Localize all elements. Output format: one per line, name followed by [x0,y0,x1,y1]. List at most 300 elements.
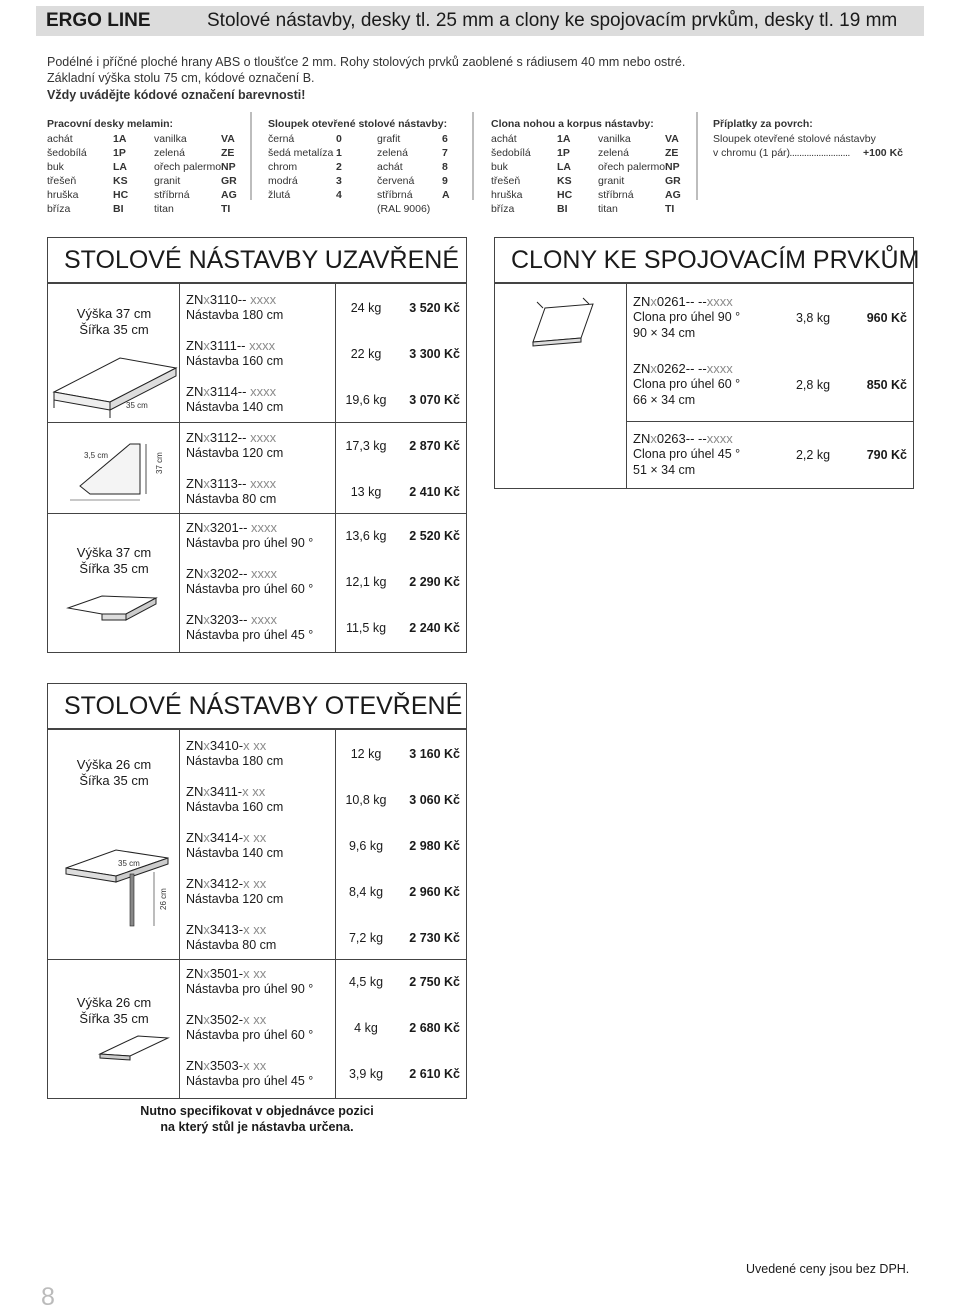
product-price: 2 240 Kč [409,621,460,635]
product-code [186,338,275,353]
code-suffix: xxxx [706,361,733,376]
color-name: šedobílá [47,147,87,159]
color-code: GR [221,175,237,187]
color-code: NP [665,161,680,173]
depth-label: 35 cm [118,859,140,868]
color-code: 0 [336,133,342,145]
color-code: 1P [113,147,126,159]
code-variant: x [650,294,657,309]
code-variant: x [203,784,210,799]
color-name: achát [491,133,517,145]
code-number: 3411- [209,784,243,799]
code-prefix: ZN [186,520,204,535]
product-code [633,294,733,309]
code-variant: x [203,830,210,845]
color-code: NP [221,161,236,173]
color-row [268,147,458,161]
color-row [491,203,686,217]
color-code: ZE [665,147,679,159]
color-code: 1 [336,147,342,159]
product-weight: 11,5 kg [345,621,387,635]
color-name: titan [598,203,618,215]
product-weight: 12,1 kg [345,575,387,589]
product-name: Clona pro úhel 60 ° [633,377,741,391]
color-code: 1A [557,133,571,145]
product-price: 3 070 Kč [409,393,460,407]
product-weight: 3,9 kg [348,1067,384,1081]
code-number: 3502- [209,1012,244,1027]
product-weight: 3,8 kg [795,311,831,325]
color-name: stříbrná [598,189,634,201]
product-price: 790 Kč [866,448,907,462]
code-variant: x [203,1012,210,1027]
code-prefix: ZN [633,294,651,309]
color-name: hruška [491,189,523,201]
color-name: vanilka [154,133,187,145]
color-row [491,161,686,175]
color-code: A [442,189,450,201]
product-price: 2 960 Kč [409,885,460,899]
code-number: 3414- [209,830,244,845]
color-name: titan [154,203,174,215]
color-code: LA [113,161,127,173]
code-suffix: xxxx [250,430,277,445]
code-prefix: ZN [186,830,204,845]
code-variant: x [650,431,657,446]
product-weight: 13 kg [350,485,382,499]
color-name: třešeň [491,175,521,187]
color-code: 1A [113,133,127,145]
surcharge-label: v chromu (1 pár) [713,147,791,159]
product-weight: 24 kg [350,301,382,315]
screens-table [494,283,914,489]
color-code: 4 [336,189,342,201]
color-code: TI [221,203,231,215]
product-price: 2 410 Kč [409,485,460,499]
product-size: 90 × 34 cm [633,326,696,340]
product-code [186,1012,266,1027]
code-prefix: ZN [186,876,204,891]
divider [250,112,252,200]
color-name: stříbrná [154,189,190,201]
code-prefix: ZN [186,784,204,799]
color-table-column [268,118,458,217]
product-name: Nástavba 120 cm [186,446,284,460]
product-code [186,738,266,753]
product-code [633,431,733,446]
code-variant: x [203,476,210,491]
page-number: 8 [41,1283,55,1311]
code-prefix: ZN [186,566,204,581]
code-variant: x [203,1058,210,1073]
product-name: Nástavba pro úhel 45 ° [186,1074,314,1088]
product-price: 2 730 Kč [409,931,460,945]
code-suffix: xxxx [251,566,278,581]
code-prefix: ZN [186,1012,204,1027]
screens-banner [494,237,920,283]
intro-line-1: Podélné i příčné ploché hrany ABS o tloušťce 2 mm. Rohy stolových prvků zaoblené s rádiusem 40 mm nebo ostré. [47,55,686,69]
color-name: šedá metalíza [268,147,334,159]
code-variant: x [650,361,657,376]
product-code [186,1058,266,1073]
color-code: VA [665,133,679,145]
screen-diagram [509,294,613,356]
closed-dims-2 [54,545,174,577]
product-price: 2 980 Kč [409,839,460,853]
color-row [47,189,242,203]
color-name: granit [598,175,625,187]
vat-note: Uvedené ceny jsou bez DPH. [746,1262,910,1276]
product-code [186,384,276,399]
code-prefix: ZN [186,338,204,353]
color-code: AG [221,189,237,201]
divider [472,112,474,200]
color-row [491,175,686,189]
color-code: LA [557,161,571,173]
color-name: zelená [154,147,185,159]
surcharge-dots: .......................... [787,147,850,159]
code-prefix: ZN [186,292,204,307]
product-price: 2 520 Kč [409,529,460,543]
code-number: 0262-- -- [656,361,707,376]
product-name: Nástavba pro úhel 60 ° [186,582,314,596]
color-name: ořech palermo [154,161,222,173]
color-table-title: Pracovní desky melamin: [47,118,174,130]
width-label: Šířka 35 cm [79,322,149,337]
product-code [186,876,266,891]
code-number: 3413- [209,922,244,937]
open-straight-diagram [56,826,178,938]
color-name: zelená [377,147,408,159]
product-code [186,430,276,445]
product-name: Nástavba 80 cm [186,938,277,952]
code-number: 3114-- [209,384,251,399]
height-dim-label: 37 cm [155,452,164,474]
surcharge-title: Příplatky za povrch: [713,118,813,130]
product-weight: 13,6 kg [345,529,387,543]
code-suffix: xxxx [706,294,733,309]
color-code: 1P [557,147,570,159]
color-row [491,147,686,161]
page-title: Stolové nástavby, desky tl. 25 mm a clony ke spojovacím prvkům, desky tl. 19 mm [207,10,898,31]
code-variant: x [203,612,210,627]
color-name: vanilka [598,133,631,145]
product-weight: 2,8 kg [795,378,831,392]
product-price: 960 Kč [866,311,907,325]
product-price: 2 870 Kč [409,439,460,453]
code-suffix: xxxx [250,476,277,491]
code-suffix: x xx [243,922,267,937]
color-code: AG [665,189,681,201]
color-row [268,189,458,203]
code-suffix: x xx [243,1058,267,1073]
code-variant: x [203,966,210,981]
product-price: 2 750 Kč [409,975,460,989]
code-number: 3112-- [209,430,251,445]
color-table-desks [47,118,242,217]
color-code: 3 [336,175,342,187]
code-variant: x [203,430,210,445]
code-number: 3201-- [209,520,252,535]
color-name: hruška [47,189,79,201]
color-table-screen [491,118,686,217]
color-code: 8 [442,161,448,173]
closed-dims-1 [54,306,174,338]
product-code [186,292,276,307]
color-name: černá [268,133,295,145]
product-name: Clona pro úhel 90 ° [633,310,741,324]
product-name: Nástavba 160 cm [186,354,284,368]
color-code: 9 [442,175,448,187]
open-dims-1 [54,757,174,789]
product-name: Nástavba 80 cm [186,492,277,506]
brand-name: ERGO LINE [46,10,151,31]
order-note-line-1: Nutno specifikovat v objednávce pozici [140,1104,374,1118]
code-prefix: ZN [186,430,204,445]
color-name: modrá [268,175,298,187]
code-suffix: x xx [243,738,267,753]
color-table-title: Sloupek otevřené stolové nástavby: [268,118,448,130]
closed-section-diagram [50,424,178,510]
intro-line-3: Vždy uvádějte kódové označení barevnosti! [47,88,306,102]
product-weight: 2,2 kg [795,448,831,462]
color-code: BI [113,203,124,215]
color-code: ZE [221,147,235,159]
product-code [186,566,277,581]
product-price: 3 060 Kč [409,793,460,807]
color-code: KS [113,175,128,187]
color-code: HC [557,189,573,201]
product-name: Nástavba 140 cm [186,846,284,860]
code-prefix: ZN [186,476,204,491]
code-number: 3113-- [209,476,251,491]
open-banner [47,683,467,729]
closed-table [47,283,467,653]
code-suffix: x xx [243,1012,267,1027]
color-code: GR [665,175,681,187]
code-number: 3412- [209,876,244,891]
color-code: 2 [336,161,342,173]
color-name: granit [154,175,181,187]
product-weight: 9,6 kg [348,839,384,853]
product-weight: 17,3 kg [345,439,387,453]
product-name: Nástavba 180 cm [186,308,284,322]
code-prefix: ZN [633,431,651,446]
product-name: Nástavba pro úhel 60 ° [186,1028,314,1042]
product-code [186,520,277,535]
color-row [47,147,242,161]
open-banner-title: STOLOVÉ NÁSTAVBY OTEVŘENÉ [64,692,463,720]
product-name: Nástavba 140 cm [186,400,284,414]
height-label: Výška 26 cm [76,995,152,1010]
color-code: 6 [442,133,448,145]
order-note [87,1103,427,1135]
product-code [633,361,733,376]
product-price: 3 160 Kč [409,747,460,761]
closed-straight-diagram [50,340,178,420]
product-price: 2 290 Kč [409,575,460,589]
page-header [36,6,924,36]
code-suffix: x xx [243,876,267,891]
code-variant: x [203,566,210,581]
product-code [186,966,266,981]
product-size: 51 × 34 cm [633,463,696,477]
color-name: buk [491,161,508,173]
product-size: 66 × 34 cm [633,393,696,407]
color-row [491,133,686,147]
code-suffix: x xx [242,784,266,799]
color-table-title: Clona nohou a korpus nástavby: [491,118,654,130]
color-code: HC [113,189,129,201]
product-name: Nástavba 160 cm [186,800,284,814]
product-weight: 8,4 kg [348,885,384,899]
color-row [268,133,458,147]
product-weight: 7,2 kg [348,931,384,945]
height-label: Výška 26 cm [76,757,152,772]
product-name: Nástavba pro úhel 45 ° [186,628,314,642]
closed-corner-diagram [62,584,172,634]
width-label: Šířka 35 cm [79,561,149,576]
code-prefix: ZN [186,612,204,627]
code-number: 3410- [209,738,244,753]
product-code [186,830,266,845]
color-name: grafit [377,133,401,145]
product-code [186,476,276,491]
code-prefix: ZN [633,361,651,376]
color-name: červená [377,175,415,187]
surcharge-line-2 [713,147,903,161]
closed-banner [47,237,467,283]
open-corner-diagram [88,1028,178,1064]
code-prefix: ZN [186,966,204,981]
color-code: VA [221,133,235,145]
color-name: zelená [598,147,629,159]
color-name: chrom [268,161,298,173]
product-weight: 22 kg [350,347,382,361]
color-name: bříza [47,203,71,215]
color-name: stříbrná [377,189,413,201]
color-name: šedobílá [491,147,531,159]
product-price: 850 Kč [866,378,907,392]
product-weight: 19,6 kg [345,393,387,407]
code-suffix: xxxx [251,612,278,627]
width-label: Šířka 35 cm [79,1011,149,1026]
color-code: KS [557,175,572,187]
color-code: BI [557,203,568,215]
product-price: 3 520 Kč [409,301,460,315]
color-row [268,203,458,217]
color-name: achát [47,133,73,145]
divider [696,112,698,200]
color-row [47,133,242,147]
color-name: (RAL 9006) [377,203,431,215]
height-label: Výška 37 cm [76,306,152,321]
product-weight: 4,5 kg [348,975,384,989]
code-suffix: xxxx [249,338,276,353]
color-row [47,203,242,217]
width-label: Šířka 35 cm [79,773,149,788]
product-name: Nástavba 120 cm [186,892,284,906]
color-row [268,161,458,175]
code-number: 3503- [209,1058,244,1073]
code-prefix: ZN [186,1058,204,1073]
code-prefix: ZN [186,922,204,937]
color-row [268,175,458,189]
product-price: 2 610 Kč [409,1067,460,1081]
intro-line-2: Základní výška stolu 75 cm, kódové označení B. [47,71,315,85]
height-label: Výška 37 cm [76,545,152,560]
code-prefix: ZN [186,384,204,399]
product-name: Nástavba pro úhel 90 ° [186,982,314,996]
code-number: 0261-- -- [656,294,707,309]
surcharge-box [713,118,903,161]
code-prefix: ZN [186,738,204,753]
order-note-line-2: na který stůl je nástavba určena. [160,1120,354,1134]
code-suffix: xxxx [251,520,278,535]
surcharge-price: +100 Kč [863,147,903,159]
depth-label: 35 cm [126,401,148,410]
code-number: 3203-- [209,612,252,627]
code-suffix: x xx [243,966,267,981]
color-name: ořech palermo [598,161,666,173]
color-code: 7 [442,147,448,159]
product-price: 3 300 Kč [409,347,460,361]
code-variant: x [203,384,210,399]
color-code: TI [665,203,675,215]
color-row [47,161,242,175]
surcharge-line-1: Sloupek otevřené stolové nástavby [713,133,876,145]
code-number: 0263-- -- [656,431,707,446]
product-weight: 4 kg [354,1021,378,1035]
product-name: Nástavba 180 cm [186,754,284,768]
color-name: bříza [491,203,515,215]
color-name: třešeň [47,175,77,187]
code-number: 3111-- [209,338,250,353]
code-number: 3202-- [209,566,252,581]
code-number: 3501- [209,966,244,981]
code-suffix: xxxx [706,431,733,446]
screens-banner-title: CLONY KE SPOJOVACÍM PRVKŮM [511,246,920,274]
height-dim-label: 26 cm [159,888,168,910]
product-name: Clona pro úhel 45 ° [633,447,741,461]
code-suffix: x xx [243,830,267,845]
code-number: 3110-- [209,292,251,307]
code-variant: x [203,738,210,753]
product-weight: 10,8 kg [345,793,387,807]
thickness-label: 3,5 cm [84,451,109,460]
color-name: achát [377,161,403,173]
product-code [186,612,277,627]
code-variant: x [203,292,210,307]
color-row [491,189,686,203]
color-row [47,175,242,189]
code-suffix: xxxx [250,292,277,307]
product-name: Nástavba pro úhel 90 ° [186,536,314,550]
color-name: buk [47,161,64,173]
code-suffix: xxxx [250,384,277,399]
product-price: 2 680 Kč [409,1021,460,1035]
open-table [47,729,467,1099]
product-weight: 12 kg [350,747,382,761]
closed-banner-title: STOLOVÉ NÁSTAVBY UZAVŘENÉ [64,246,460,274]
product-code [186,784,265,799]
code-variant: x [203,876,210,891]
code-variant: x [203,520,210,535]
product-code [186,922,266,937]
open-dims-2 [54,995,174,1027]
code-variant: x [203,922,210,937]
code-variant: x [203,338,210,353]
